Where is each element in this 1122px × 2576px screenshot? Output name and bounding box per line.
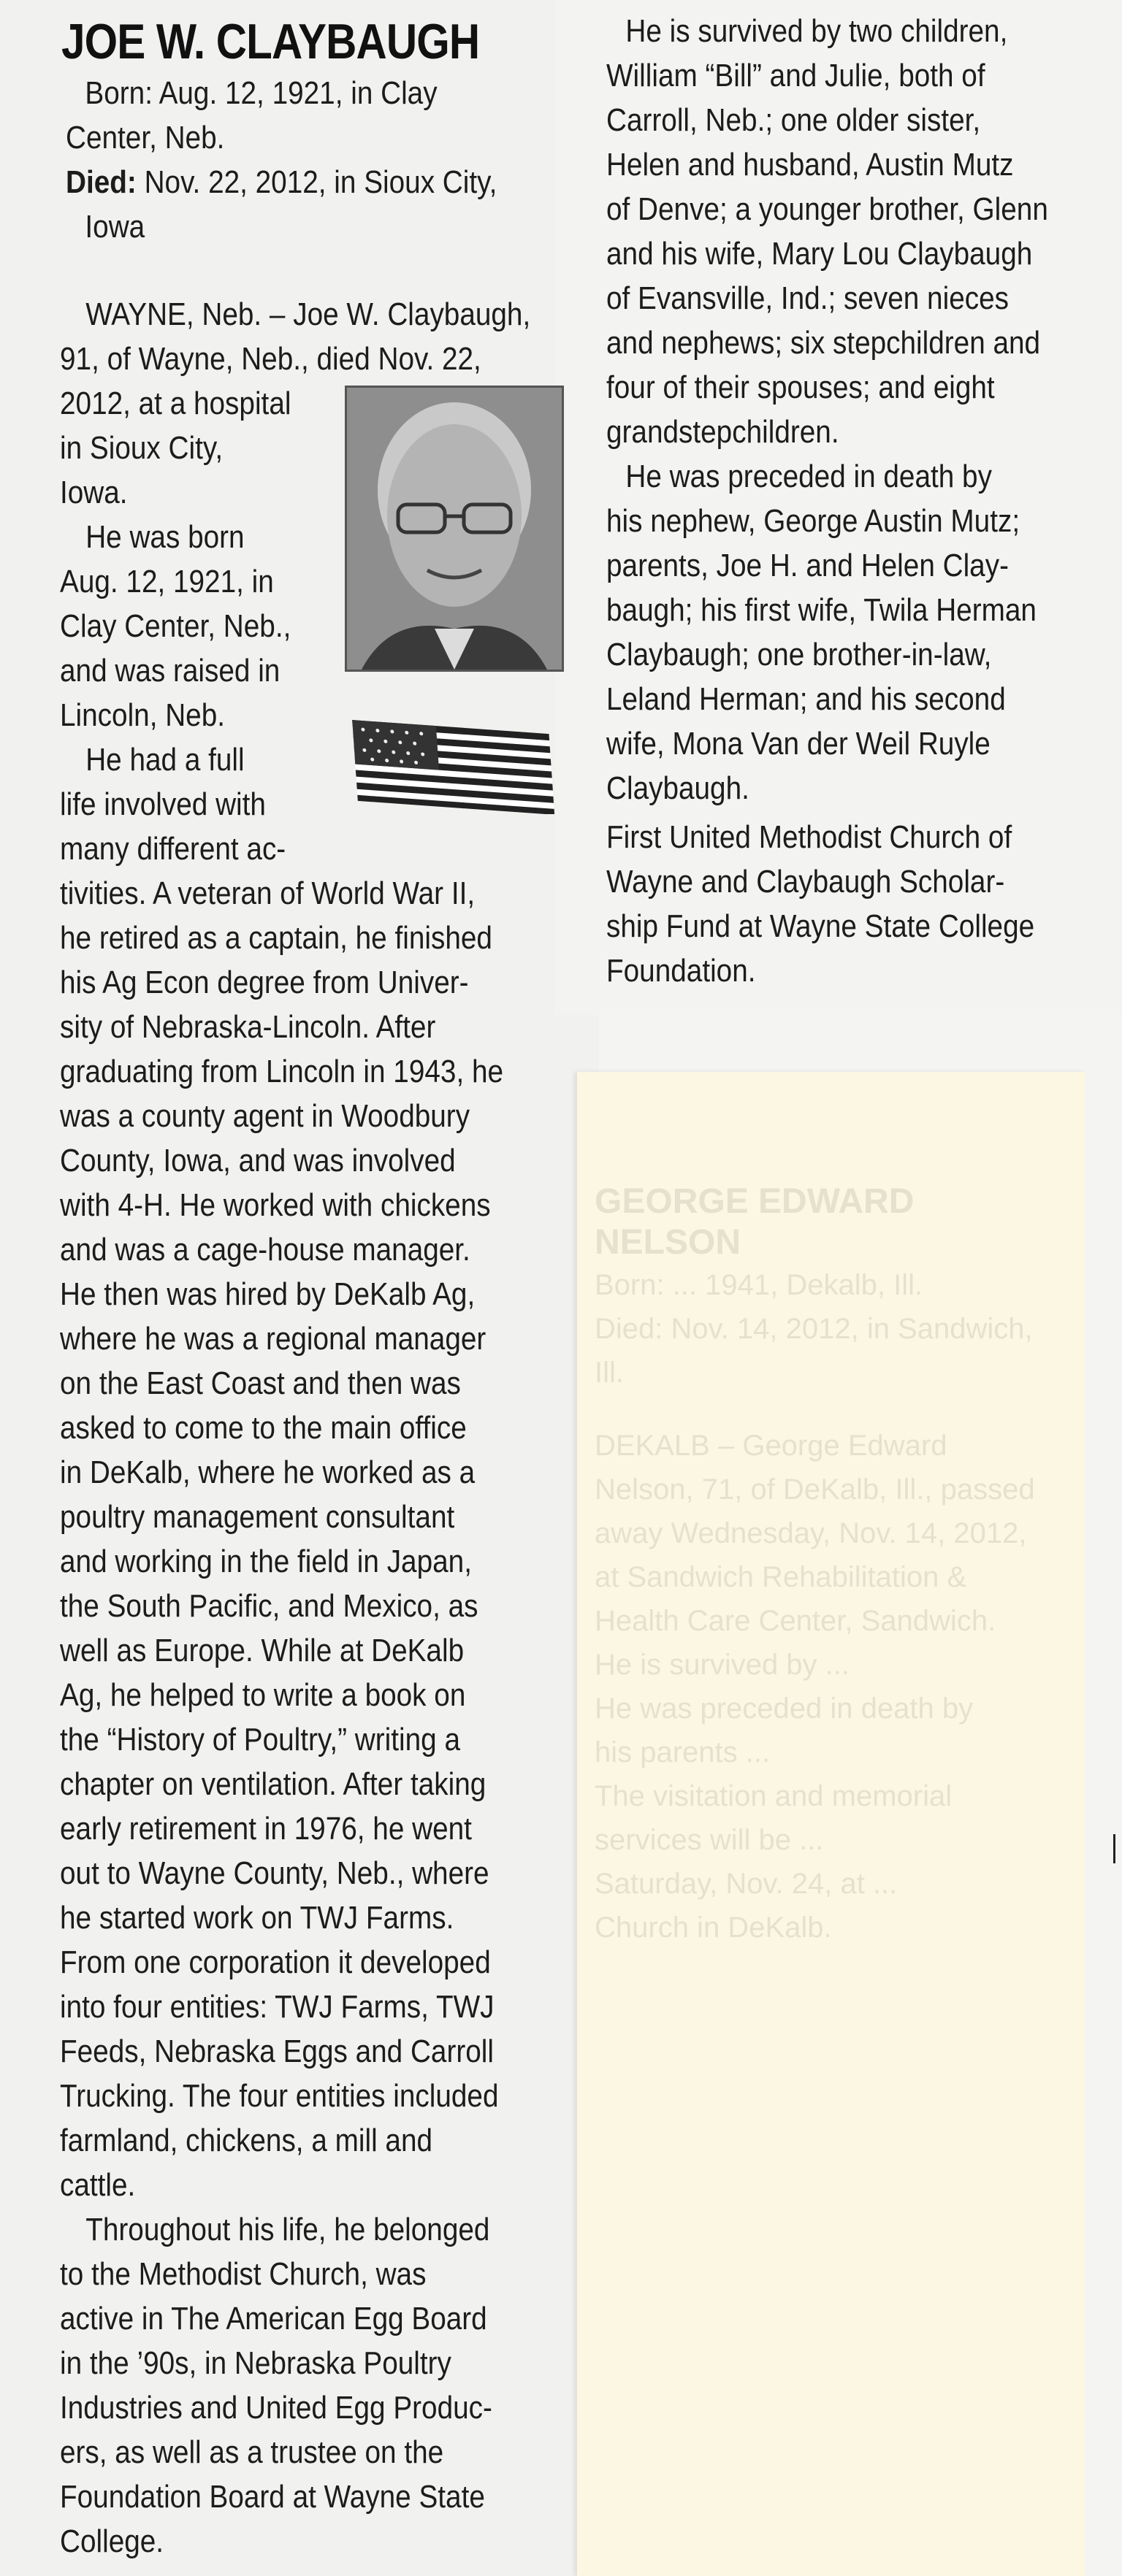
bleed-line: Church in DeKalb.	[595, 1912, 832, 1944]
right-column-line: Wayne and Claybaugh Scholar-	[606, 864, 1005, 900]
died-date: Nov. 22, 2012, in Sioux City,	[144, 164, 497, 200]
left-column-line: ers, as well as a trustee on the	[60, 2434, 444, 2470]
left-column-line: He had a full	[85, 742, 245, 778]
bleed-line: The visitation and memorial	[595, 1780, 953, 1812]
left-column-line: his Ag Econ degree from Univer-	[60, 965, 469, 1000]
left-column-line: sity of Nebraska-Lincoln. After	[60, 1009, 436, 1045]
left-column-line: Trucking. The four entities included	[60, 2078, 499, 2114]
left-column-line: into four entities: TWJ Farms, TWJ	[60, 1989, 495, 2025]
left-column-line: Feeds, Nebraska Eggs and Carroll	[60, 2033, 494, 2069]
left-column-line: life involved with	[60, 786, 266, 822]
right-column-line: four of their spouses; and eight	[606, 369, 995, 405]
born-label: Born:	[85, 75, 153, 111]
bleed-line: He is survived by ...	[595, 1649, 850, 1681]
right-column-body	[606, 9, 1048, 993]
right-column-line: wife, Mona Van der Weil Ruyle	[606, 726, 991, 762]
right-column-line: Helen and husband, Austin Mutz	[606, 147, 1014, 183]
left-column-line: early retirement in 1976, he went	[60, 1811, 472, 1847]
right-column-line: his nephew, George Austin Mutz;	[606, 503, 1020, 539]
left-column-line: the “History of Poultry,” writing a	[60, 1722, 460, 1757]
died-line-1	[66, 160, 497, 204]
left-column-line: tivities. A veteran of World War II,	[60, 875, 476, 911]
left-column-line: WAYNE, Neb. – Joe W. Claybaugh,	[85, 296, 531, 332]
right-column-line: ship Fund at Wayne State College	[606, 908, 1035, 944]
born-line-2: Center, Neb.	[66, 120, 225, 156]
left-column-line: active in The American Egg Board	[60, 2301, 487, 2337]
right-column-line: and his wife, Mary Lou Claybaugh	[606, 236, 1033, 272]
bleed-line: Nelson, 71, of DeKalb, Ill., passed	[595, 1473, 1035, 1506]
left-column-line: with 4-H. He worked with chickens	[60, 1187, 491, 1223]
bleed-line: services will be ...	[595, 1824, 824, 1856]
bleed-name-line-1: GEORGE EDWARD	[595, 1182, 915, 1221]
left-column-line: Clay Center, Neb.,	[60, 608, 291, 644]
bleed-name-line-2: NELSON	[595, 1223, 741, 1262]
left-column-line: in Sioux City,	[60, 430, 224, 466]
left-column-line: he retired as a captain, he finished	[60, 920, 492, 956]
bleed-line: Ill.	[595, 1357, 624, 1389]
left-column-line: well as Europe. While at DeKalb	[60, 1633, 465, 1668]
right-column-line: of Denve; a younger brother, Glenn	[606, 191, 1048, 227]
left-column-line: He then was hired by DeKalb Ag,	[60, 1276, 476, 1312]
left-column-line: in DeKalb, where he worked as a	[60, 1454, 476, 1490]
left-column-line: the South Pacific, and Mexico, as	[60, 1588, 478, 1624]
left-column-line: poultry management consultant	[60, 1499, 455, 1535]
left-column-line: College.	[60, 2523, 164, 2559]
scan-mark	[1113, 1834, 1115, 1863]
left-column-line: where he was a regional manager	[60, 1321, 486, 1357]
left-column-line: many different ac-	[60, 831, 286, 867]
right-column-line: and nephews; six stepchildren and	[606, 325, 1041, 361]
left-column-line: Ag, he helped to write a book on	[60, 1677, 466, 1713]
left-column-line: graduating from Lincoln in 1943, he	[60, 1054, 504, 1089]
left-column-line: 2012, at a hospital	[60, 386, 291, 421]
american-flag-icon	[345, 697, 564, 814]
right-column-line: grandstepchildren.	[606, 414, 839, 450]
bleed-line: He was preceded in death by	[595, 1693, 974, 1725]
born-line-1	[66, 71, 497, 115]
left-column-line: County, Iowa, and was involved	[60, 1143, 456, 1178]
left-column-line: and was raised in	[60, 653, 280, 689]
right-column-line: Claybaugh.	[606, 770, 749, 806]
bleed-line: Health Care Center, Sandwich.	[595, 1605, 996, 1637]
left-column-line: on the East Coast and then was	[60, 1365, 461, 1401]
left-column-line: to the Methodist Church, was	[60, 2256, 427, 2292]
right-column-line: parents, Joe H. and Helen Clay-	[606, 548, 1009, 583]
right-column-line: Claybaugh; one brother-in-law,	[606, 637, 992, 672]
left-column-line: Throughout his life, he belonged	[85, 2212, 490, 2247]
bleed-line: away Wednesday, Nov. 14, 2012,	[595, 1517, 1027, 1549]
left-column-line: out to Wayne County, Neb., where	[60, 1855, 489, 1891]
died-label: Died:	[66, 164, 137, 200]
left-column-line: he started work on TWJ Farms.	[60, 1900, 454, 1936]
right-column-line: Foundation.	[606, 953, 756, 989]
left-column-line: was a county agent in Woodbury	[60, 1098, 470, 1134]
right-column-line: Leland Herman; and his second	[606, 681, 1006, 717]
right-column-line: He was preceded in death by	[625, 459, 992, 494]
portrait-image	[347, 388, 562, 670]
left-column-line: Lincoln, Neb.	[60, 697, 226, 733]
left-column-line: From one corporation it developed	[60, 1944, 491, 1980]
bleed-through-text	[595, 1181, 1062, 1950]
bleed-line: his parents ...	[595, 1736, 771, 1768]
left-column-line: farmland, chickens, a mill and	[60, 2123, 433, 2158]
left-column-line: and was a cage-house manager.	[60, 1232, 470, 1268]
left-column-line: Foundation Board at Wayne State	[60, 2479, 485, 2515]
obituary-headline: JOE W. CLAYBAUGH	[61, 14, 480, 69]
right-column-line: He is survived by two children,	[625, 13, 1008, 49]
left-column-line: chapter on ventilation. After taking	[60, 1766, 486, 1802]
left-column-line: asked to come to the main office	[60, 1410, 467, 1446]
left-column-line: in the ’90s, in Nebraska Poultry	[60, 2345, 451, 2381]
left-column-line: and working in the field in Japan,	[60, 1544, 472, 1579]
bleed-line: Died: Nov. 14, 2012, in Sandwich,	[595, 1313, 1033, 1345]
left-column-line: Industries and United Egg Produc-	[60, 2390, 492, 2426]
left-column-line: Aug. 12, 1921, in	[60, 564, 274, 599]
bleed-line: DEKALB – George Edward	[595, 1430, 947, 1462]
vitals-block	[66, 71, 497, 249]
left-column-line: cattle.	[60, 2167, 136, 2203]
right-column-line: of Evansville, Ind.; seven nieces	[606, 280, 1009, 316]
right-column-line: First United Methodist Church of	[606, 819, 1012, 855]
died-line-2: Iowa	[85, 209, 145, 245]
born-date: Aug. 12, 1921, in Clay	[159, 75, 438, 111]
bleed-lines	[595, 1263, 1062, 1950]
bleed-line: Saturday, Nov. 24, at ...	[595, 1868, 898, 1900]
left-column-line: Iowa.	[60, 475, 128, 510]
bleed-line: Born: ... 1941, Dekalb, Ill.	[595, 1269, 923, 1301]
right-column-line: Carroll, Neb.; one older sister,	[606, 102, 981, 138]
bookmark-card	[577, 1072, 1085, 2576]
right-column-line: William “Bill” and Julie, both of	[606, 58, 985, 93]
bleed-line: at Sandwich Rehabilitation &	[595, 1561, 967, 1593]
left-column-line: He was born	[85, 519, 245, 555]
left-column-line: 91, of Wayne, Neb., died Nov. 22,	[60, 341, 481, 377]
right-column-line: baugh; his first wife, Twila Herman	[606, 592, 1037, 628]
portrait-photo	[345, 386, 564, 672]
